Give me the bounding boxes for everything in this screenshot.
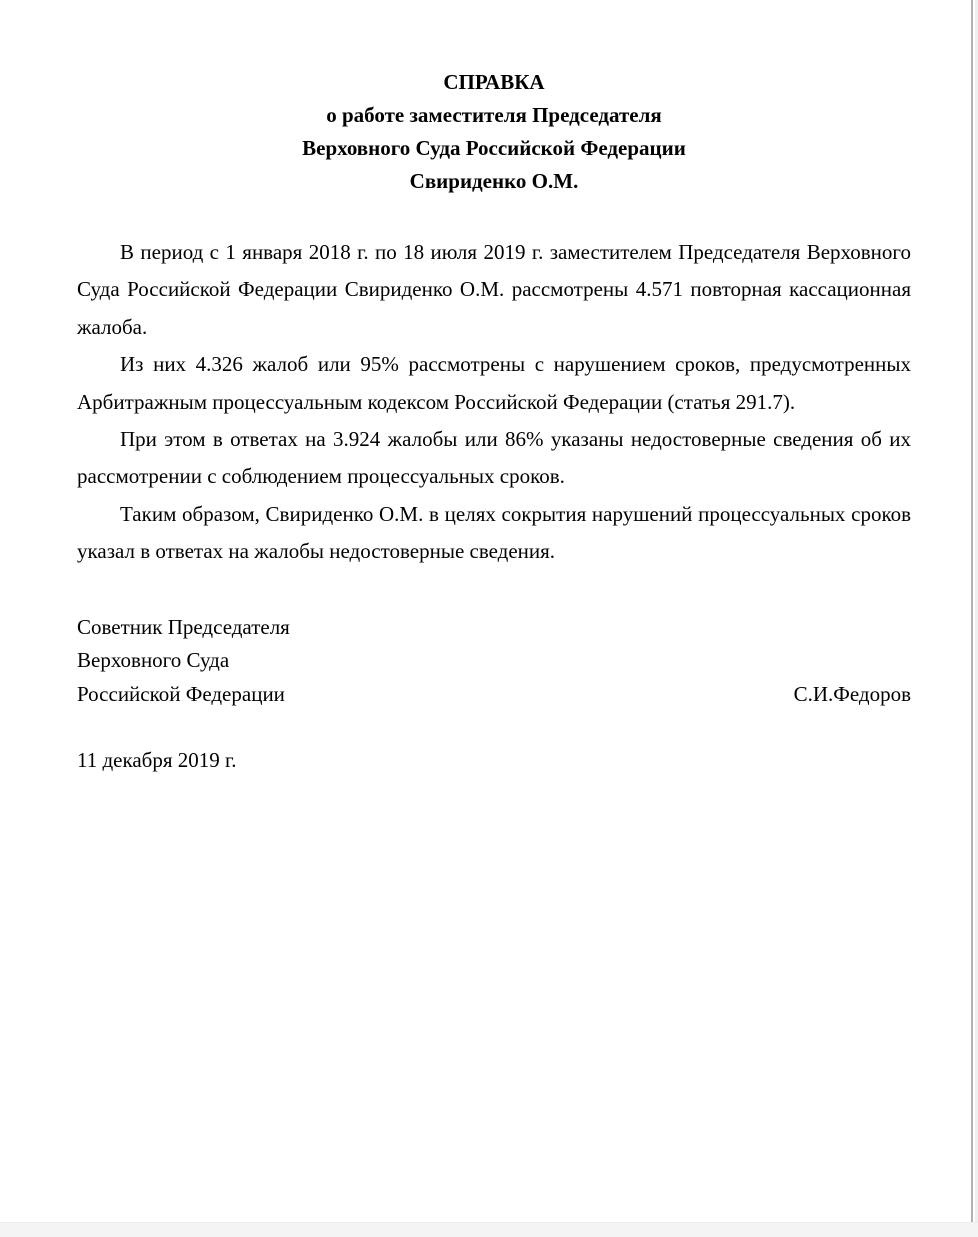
signature-row [77, 678, 911, 712]
page-bottom-margin [0, 1222, 978, 1237]
body-paragraph: Из них 4.326 жалоб или 95% рассмотрены с нарушением сроков, предусмотренных Арбитражным процессуальным кодексом Российской Федерации (статья 291.7). [77, 352, 911, 414]
signature-block [77, 611, 911, 712]
signature-role-line: Верховного Суда [77, 648, 230, 673]
body-paragraph: При этом в ответах на 3.924 жалобы или 86% указаны недостоверные сведения об их рассмотрении с соблюдением процессуальных сроков. [77, 427, 911, 489]
signature-role-line: Советник Председателя [77, 614, 290, 639]
document-body [77, 234, 911, 571]
document-title [77, 66, 911, 198]
document-title-line: Свириденко О.М. [409, 169, 579, 193]
document-date: 11 декабря 2019 г. [77, 748, 237, 773]
document-title-line: Верховного Суда Российской Федерации [302, 136, 686, 160]
signatory-name: С.И.Федоров [793, 681, 911, 706]
document-title-line: СПРАВКА [443, 70, 545, 94]
signature-role-line: Российской Федерации [77, 681, 285, 706]
document-title-line: о работе заместителя Председателя [326, 103, 662, 127]
body-paragraph: Таким образом, Свириденко О.М. в целях сокрытия нарушений процессуальных сроков указал в ответах на жалобы недостоверные сведения. [77, 501, 911, 564]
body-paragraph: В период с 1 января 2018 г. по 18 июля 2019 г. заместителем Председателя Верховного Суда Российской Федерации Свириденко О.М. рассмотрены 4.571 повторная кассационная жалоба. [77, 240, 911, 339]
